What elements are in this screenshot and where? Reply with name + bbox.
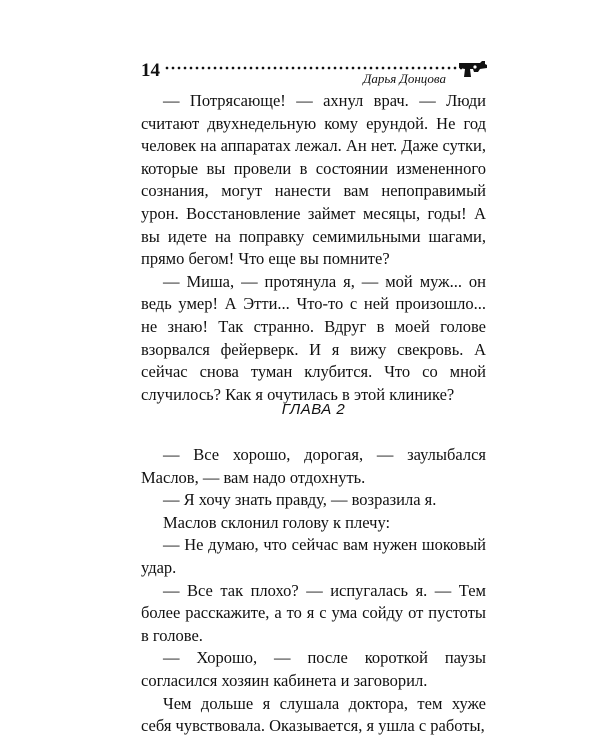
page-number: 14: [141, 60, 160, 81]
paragraph: Чем дольше я слушала доктора, тем хуже себя чувствовала. Оказывается, я ушла с работы,: [141, 693, 486, 736]
paragraph: — Потрясающе! — ахнул врач. — Люди считают двухнедельную кому ерундой. Не год человек на аппаратах лежал. Ан нет. Даже сутки, которые вы провели в состоянии измененного сознания, могут нанести вам непоправимый урон. Восстановление займет месяцы, годы! А вы идете на поправку семимильными шагами, прямо бегом! Что еще вы помните?: [141, 91, 486, 269]
paragraph: — Хорошо, — после короткой паузы согласился хозяин кабинета и заговорил.: [141, 648, 486, 690]
paragraph: — Не думаю, что сейчас вам нужен шоковый удар.: [141, 535, 486, 577]
paragraph: — Я хочу знать правду, — возразила я.: [163, 490, 437, 510]
paragraph: — Все так плохо? — испугалась я. — Тем более расскажите, а то я с ума сойду от пустоты в голове.: [141, 580, 486, 645]
paragraph: Маслов склонил голову к плечу:: [163, 512, 391, 532]
paragraph: — Все хорошо, дорогая, — заулыбался Маслов, — вам надо отдохнуть.: [141, 445, 486, 487]
revolver-icon: [458, 60, 488, 78]
dotted-rule: [164, 66, 462, 70]
chapter-title: ГЛАВА 2: [281, 401, 346, 418]
text-block-1: [141, 90, 486, 406]
paragraph: — Миша, — протянула я, — мой муж... он ведь умер! А Этти... Что-то с ней произошло... не знаю! Так странно. Вдруг в моей голове взорвался фейерверк. И я вижу свекровь. А сейчас снова туман клубится. Что со мной случилось? Как я очутилась в этой клинике?: [141, 271, 486, 404]
author-name: Дарья Донцова: [363, 71, 446, 86]
text-block-2: [141, 444, 486, 738]
